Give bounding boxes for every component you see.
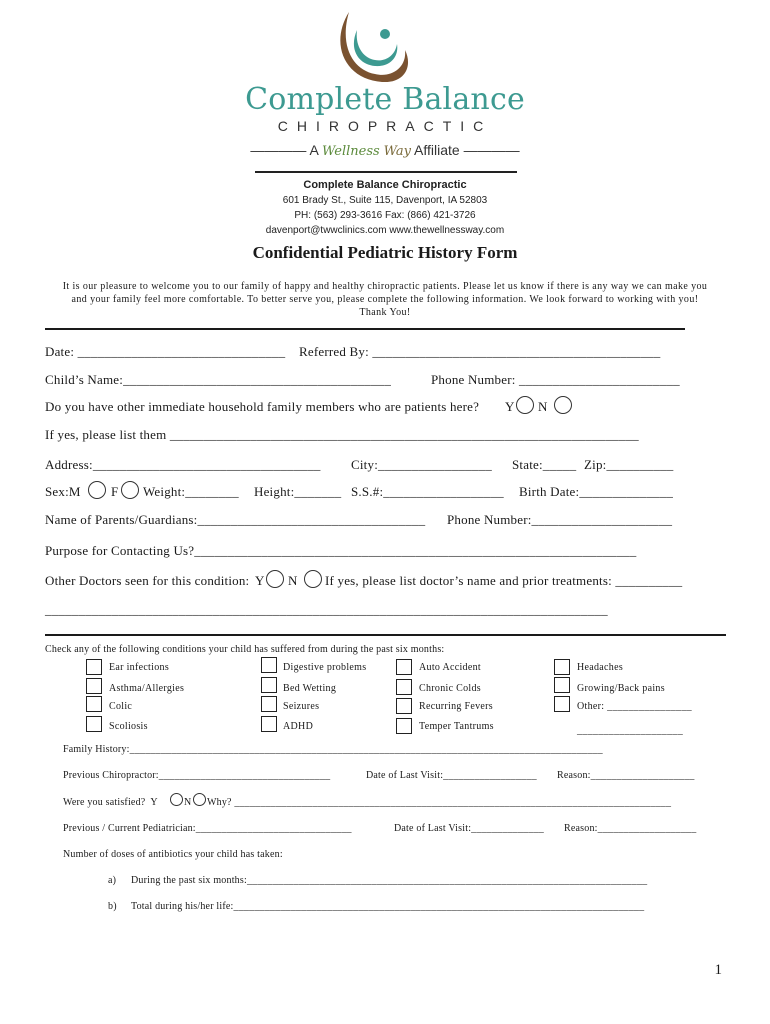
checkbox-auto-accident[interactable] xyxy=(396,659,412,675)
label-headaches: Headaches xyxy=(577,662,624,673)
checkbox-recurring-fevers[interactable] xyxy=(396,698,412,714)
checkbox-headaches[interactable] xyxy=(554,659,570,675)
label-digestive-problems: Digestive problems xyxy=(283,662,367,673)
antibiotics-six-months-field[interactable]: During the past six months:_____________________________________________________________________________ xyxy=(131,875,648,886)
clinic-phone-fax: PH: (563) 293-3616 Fax: (866) 421-3726 xyxy=(294,210,476,221)
household-no-radio[interactable] xyxy=(554,396,572,414)
affiliate-prefix: A xyxy=(309,142,319,158)
header-divider xyxy=(255,171,517,173)
antibiotics-label: Number of doses of antibiotics your child has taken: xyxy=(63,849,283,860)
checkbox-scoliosis[interactable] xyxy=(86,716,102,732)
purpose-field[interactable]: Purpose for Contacting Us?__________________________________________________________________ xyxy=(45,543,637,558)
household-no-label: N xyxy=(538,399,548,414)
affiliate-line xyxy=(0,142,770,159)
checkbox-adhd[interactable] xyxy=(261,716,277,732)
label-recurring-fevers: Recurring Fevers xyxy=(419,701,493,712)
label-other[interactable]: Other: ________________ xyxy=(577,701,692,712)
parents-field[interactable]: Name of Parents/Guardians:__________________________________ xyxy=(45,512,426,527)
sex-f-radio[interactable] xyxy=(121,481,139,499)
height-field[interactable]: Height:_______ xyxy=(254,484,342,499)
ssn-field[interactable]: S.S.#:__________________ xyxy=(351,484,504,499)
birth-date-field[interactable]: Birth Date:______________ xyxy=(519,484,674,499)
satisfied-why-field[interactable]: Why? ____________________________________________________________________________________ xyxy=(207,797,672,808)
affiliate-wellness: Wellness xyxy=(321,144,380,159)
sex-m-label: Sex:M xyxy=(45,484,81,499)
chiro-reason-field[interactable]: Reason:____________________ xyxy=(557,770,695,781)
brand-name: Complete Balance xyxy=(245,82,525,117)
previous-chiropractor-field[interactable]: Previous Chiropractor:_________________________________ xyxy=(63,770,331,781)
antibiotics-lifetime-field[interactable]: Total during his/her life:_______________________________________________________________________________ xyxy=(131,901,645,912)
section-divider-conditions xyxy=(45,634,726,636)
zip-field[interactable]: Zip:__________ xyxy=(584,457,674,472)
affiliate-rule-left: ———— xyxy=(250,142,310,158)
form-title: Confidential Pediatric History Form xyxy=(252,243,518,262)
family-history-field[interactable]: Family History:___________________________________________________________________________________________ xyxy=(63,744,603,755)
other-doctors-yes-label: Y xyxy=(255,573,265,588)
pediatrician-last-visit-field[interactable]: Date of Last Visit:______________ xyxy=(394,823,544,834)
chiro-last-visit-field[interactable]: Date of Last Visit:__________________ xyxy=(366,770,537,781)
label-seizures: Seizures xyxy=(283,701,320,712)
checkbox-bed-wetting[interactable] xyxy=(261,677,277,693)
satisfied-no-label: N xyxy=(184,797,192,808)
page-number: 1 xyxy=(714,962,722,978)
clinic-info xyxy=(0,178,770,238)
intro-line-3: Thank You! xyxy=(359,307,411,318)
checkbox-colic[interactable] xyxy=(86,696,102,712)
checkbox-asthma-allergies[interactable] xyxy=(86,678,102,694)
checkbox-temper-tantrums[interactable] xyxy=(396,718,412,734)
checkbox-other[interactable] xyxy=(554,696,570,712)
label-chronic-colds: Chronic Colds xyxy=(419,683,481,694)
sex-m-radio[interactable] xyxy=(88,481,106,499)
satisfied-yes-radio[interactable] xyxy=(170,793,183,806)
logo-mark xyxy=(335,4,415,86)
household-question: Do you have other immediate household family members who are patients here? xyxy=(45,399,480,414)
clinic-address: 601 Brady St., Suite 115, Davenport, IA 52803 xyxy=(282,195,488,206)
other-doctors-blank-line[interactable]: ____________________________________________________________________________________ xyxy=(45,602,608,617)
parents-phone-field[interactable]: Phone Number:_____________________ xyxy=(447,512,673,527)
pediatrician-field[interactable]: Previous / Current Pediatrician:______________________________ xyxy=(63,823,352,834)
checkbox-seizures[interactable] xyxy=(261,696,277,712)
satisfied-label: Were you satisfied? Y xyxy=(63,797,158,808)
label-ear-infections: Ear infections xyxy=(109,662,170,673)
other-doctors-no-label: N xyxy=(288,573,298,588)
affiliate-way: Way xyxy=(383,144,411,159)
label-growing-back-pains: Growing/Back pains xyxy=(577,683,665,694)
sex-f-label: F xyxy=(111,484,119,499)
intro-text xyxy=(45,280,725,319)
label-asthma-allergies: Asthma/Allergies xyxy=(109,683,185,694)
antibiotics-a-label: a) xyxy=(108,875,117,886)
other-doctors-label: Other Doctors seen for this condition: xyxy=(45,573,250,588)
label-bed-wetting: Bed Wetting xyxy=(283,683,337,694)
checkbox-digestive-problems[interactable] xyxy=(261,657,277,673)
city-field[interactable]: City:_________________ xyxy=(351,457,492,472)
conditions-heading: Check any of the following conditions your child has suffered from during the past six months: xyxy=(45,644,445,655)
address-field[interactable]: Address:__________________________________ xyxy=(45,457,321,472)
other-doctors-yes-radio[interactable] xyxy=(266,570,284,588)
intro-line-1: It is our pleasure to welcome you to our family of happy and healthy chiropractic patients. Please let us know if there is any way we can make you xyxy=(62,281,708,292)
weight-field[interactable]: Weight:________ xyxy=(143,484,239,499)
checkbox-chronic-colds[interactable] xyxy=(396,679,412,695)
affiliate-rule-right: ———— xyxy=(459,142,520,158)
brand-subtitle: CHIROPRACTIC xyxy=(277,118,493,134)
affiliate-suffix: Affiliate xyxy=(414,142,460,158)
other-blank-line[interactable]: ____________________ xyxy=(577,725,683,736)
label-auto-accident: Auto Accident xyxy=(419,662,481,673)
label-colic: Colic xyxy=(109,701,133,712)
state-field[interactable]: State:_____ xyxy=(512,457,577,472)
pediatrician-reason-field[interactable]: Reason:___________________ xyxy=(564,823,697,834)
label-adhd: ADHD xyxy=(283,721,314,732)
child-name-field[interactable]: Child’s Name:________________________________________ xyxy=(45,372,392,387)
section-divider-top xyxy=(45,328,685,330)
referred-by-field[interactable]: Referred By: ___________________________________________ xyxy=(299,344,661,359)
clinic-name: Complete Balance Chiropractic xyxy=(303,179,467,191)
household-list-field[interactable]: If yes, please list them ______________________________________________________________________ xyxy=(45,427,639,442)
date-field[interactable]: Date: _______________________________ xyxy=(45,344,286,359)
other-doctors-list-field[interactable]: If yes, please list doctor’s name and prior treatments: __________ xyxy=(325,573,683,588)
label-temper-tantrums: Temper Tantrums xyxy=(419,721,494,732)
other-doctors-no-radio[interactable] xyxy=(304,570,322,588)
clinic-web: davenport@twwclinics.com www.thewellnessway.com xyxy=(265,225,505,236)
phone-field[interactable]: Phone Number: ________________________ xyxy=(431,372,680,387)
satisfied-no-radio[interactable] xyxy=(193,793,206,806)
intro-line-2: and your family feel more comfortable. To better serve you, please complete the following information. We look forward to working with you! xyxy=(71,294,699,305)
checkbox-ear-infections[interactable] xyxy=(86,659,102,675)
antibiotics-b-label: b) xyxy=(108,901,117,912)
checkbox-growing-back-pains[interactable] xyxy=(554,677,570,693)
household-yes-radio[interactable] xyxy=(516,396,534,414)
household-yes-label: Y xyxy=(505,399,515,414)
label-scoliosis: Scoliosis xyxy=(109,721,148,732)
